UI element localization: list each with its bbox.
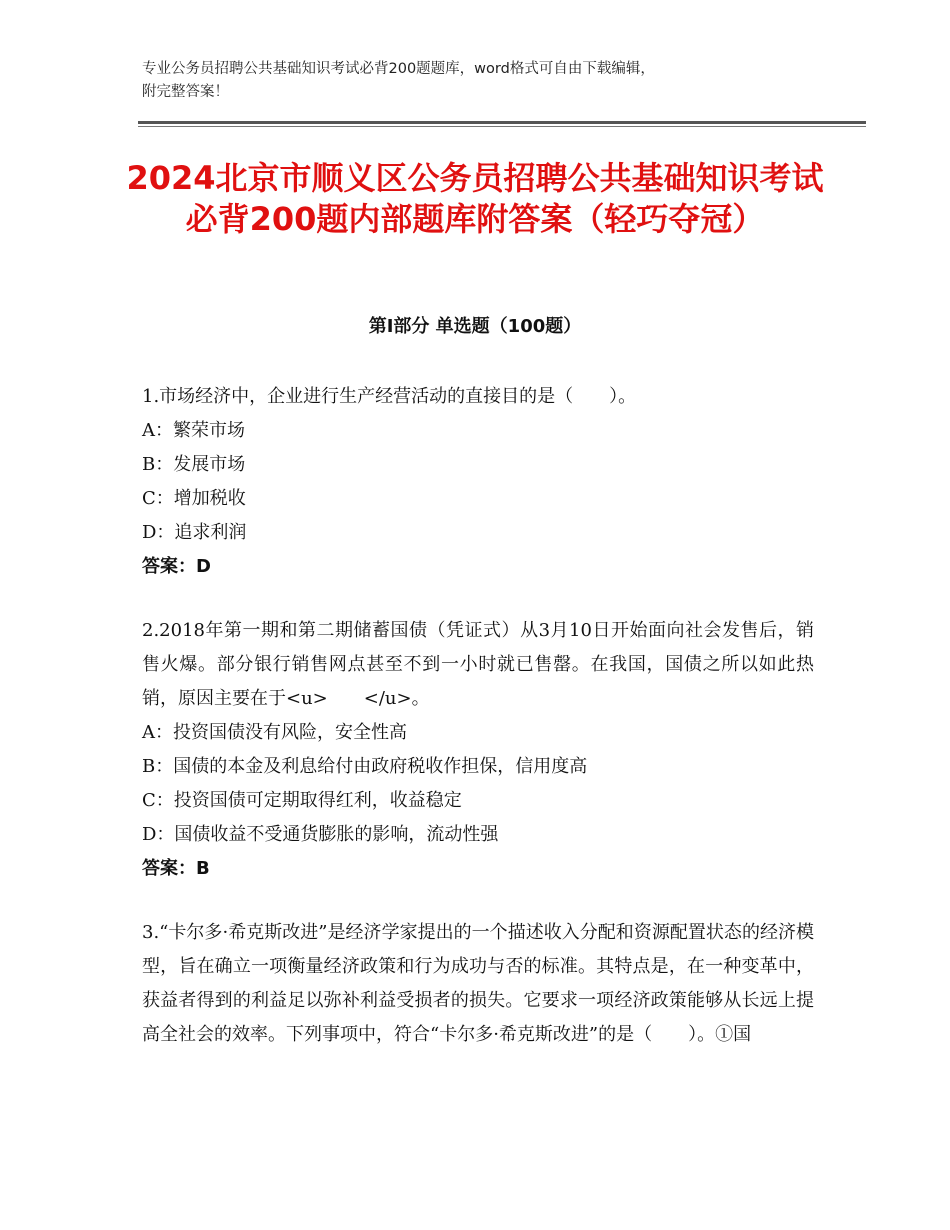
header-divider — [138, 121, 866, 124]
answer: 答案：D — [142, 556, 211, 577]
question-text: 1.市场经济中，企业进行生产经营活动的直接目的是（ ）。 — [142, 386, 637, 407]
question-text: 2.2018年第一期和第二期储蓄国债（凭证式）从3月10日开始面向社会发售后，销售火爆。部分银行销售网点甚至不到一小时就已售罄。在我国，国债之所以如此热销，原因主要在于<u> </u>。 — [142, 620, 814, 709]
header-note-line-1: 专业公务员招聘公共基础知识考试必背200题题库，word格式可自由下载编辑， — [142, 61, 655, 77]
option-c: C：增加税收 — [142, 488, 246, 509]
question-2 — [142, 614, 814, 886]
option-a: A：繁荣市场 — [142, 420, 245, 441]
header-divider-thin — [138, 126, 866, 127]
option-d: D：追求利润 — [142, 522, 247, 543]
option-b: B：国债的本金及利息给付由政府税收作担保，信用度高 — [142, 756, 588, 777]
question-1 — [142, 380, 814, 584]
option-c: C：投资国债可定期取得红利，收益稳定 — [142, 790, 462, 811]
section-heading: 第Ⅰ部分 单选题（100题） — [368, 316, 582, 337]
answer: 答案：B — [142, 858, 210, 879]
question-3 — [142, 916, 814, 1052]
header-note — [142, 58, 822, 104]
option-b: B：发展市场 — [142, 454, 246, 475]
option-d: D：国债收益不受通货膨胀的影响，流动性强 — [142, 824, 499, 845]
question-list — [142, 380, 814, 1082]
question-text: 3.“卡尔多·希克斯改进”是经济学家提出的一个描述收入分配和资源配置状态的经济模型，旨在确立一项衡量经济政策和行为成功与否的标准。其特点是，在一种变革中，获益者得到的利益足以弥补利益受损者的损失。它要求一项经济政策能够从长远上提高全社会的效率。下列事项中，符合“卡尔多·希克斯改进”的是（ ）。①国 — [142, 922, 814, 1045]
option-a: A：投资国债没有风险，安全性高 — [142, 722, 407, 743]
document-title: 2024北京市顺义区公务员招聘公共基础知识考试必背200题内部题库附答案（轻巧夺冠） — [126, 159, 824, 238]
header-note-line-2: 附完整答案！ — [142, 84, 229, 100]
